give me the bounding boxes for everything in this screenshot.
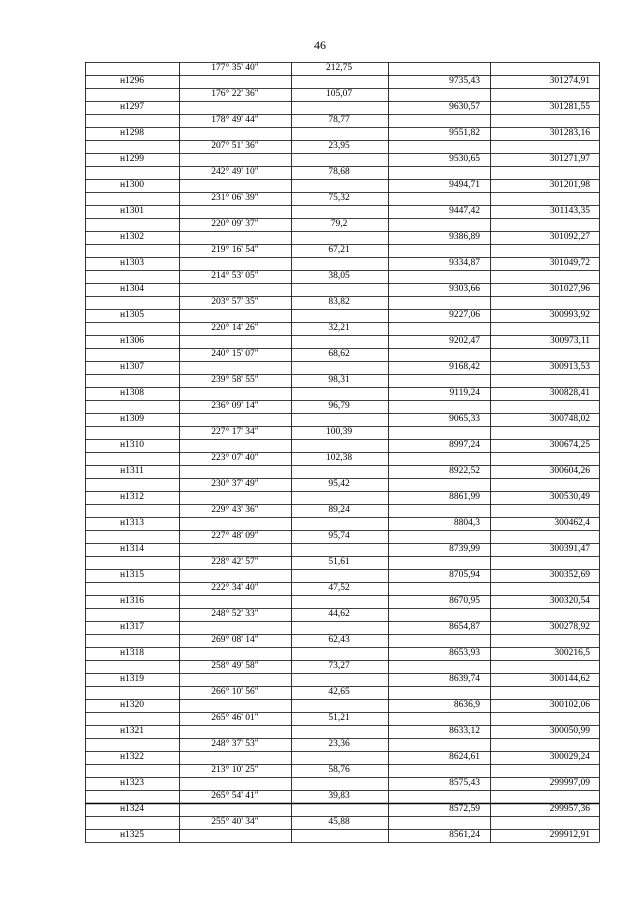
x-coordinate-cell: 8654,87 [449,622,480,632]
x-coordinate-cell: 8922,52 [449,466,480,476]
y-coordinate-cell: 300050,99 [549,726,590,736]
y-coordinate-cell: 301049,72 [549,258,590,268]
y-coordinate-cell: 300993,92 [549,310,590,320]
y-coordinate-cell: 299997,09 [549,778,590,788]
angle-cell: 242° 49' 10" [211,167,259,177]
angle-cell: 265° 46' 01" [211,713,259,723]
x-coordinate-cell: 9447,42 [449,206,480,216]
x-coordinate-cell: 8636,9 [453,700,480,710]
point-cell: н1296 [119,76,145,86]
angle-cell: 230° 37' 49" [211,479,259,489]
point-cell: н1314 [119,544,145,554]
point-cell: н1300 [119,180,145,190]
point-cell: н1315 [119,570,145,580]
length-cell: 62,43 [328,635,350,645]
angle-cell: 239° 58' 55" [211,375,259,385]
y-coordinate-cell: 300352,69 [549,570,590,580]
length-cell: 68,62 [328,349,350,359]
y-coordinate-cell: 301201,98 [549,180,590,190]
length-cell: 58,76 [328,765,350,775]
x-coordinate-cell: 8804,3 [453,518,480,528]
first-angle-cell: 177° 35' 40" [211,63,259,73]
length-cell: 23,36 [328,739,350,749]
length-cell: 67,21 [328,245,350,255]
y-coordinate-cell: 300144,62 [549,674,590,684]
angle-cell: 266° 10' 56" [211,687,259,697]
length-cell: 102,38 [325,453,353,463]
x-coordinate-cell: 8670,95 [449,596,480,606]
x-coordinate-cell: 8572,59 [449,804,480,814]
angle-cell: 227° 17' 34" [211,427,259,437]
x-coordinate-cell: 8561,24 [449,830,480,840]
point-cell: н1308 [119,388,145,398]
y-coordinate-cell: 301143,35 [549,206,590,216]
length-cell: 105,07 [325,89,353,99]
y-coordinate-cell: 300462,4 [554,518,590,528]
x-coordinate-cell: 9386,89 [449,232,480,242]
angle-cell: 176° 22' 36" [211,89,259,99]
point-cell: н1323 [119,778,145,788]
length-cell: 38,05 [328,271,350,281]
point-cell: н1319 [119,674,145,684]
x-coordinate-cell: 8633,12 [449,726,480,736]
length-cell: 51,21 [328,713,350,723]
point-cell: н1297 [119,102,145,112]
angle-cell: 228° 42' 57" [211,557,259,567]
y-coordinate-cell: 300748,02 [549,414,590,424]
point-cell: н1310 [119,440,145,450]
length-cell: 75,32 [328,193,350,203]
angle-cell: 219° 16' 54" [211,245,259,255]
length-cell: 79,2 [330,219,348,229]
x-coordinate-cell: 8861,99 [449,492,480,502]
x-coordinate-cell: 9168,42 [449,362,480,372]
length-cell: 83,82 [328,297,350,307]
point-cell: н1316 [119,596,145,606]
point-cell: н1322 [119,752,145,762]
length-cell: 73,27 [328,661,350,671]
point-cell: н1324 [119,804,145,814]
x-coordinate-cell: 9065,33 [449,414,480,424]
angle-cell: 213° 10' 25" [211,765,259,775]
point-cell: н1318 [119,648,145,658]
length-cell: 44,62 [328,609,350,619]
angle-cell: 269° 08' 14" [211,635,259,645]
x-coordinate-cell: 9735,43 [449,76,480,86]
point-cell: н1309 [119,414,145,424]
length-cell: 47,52 [328,583,350,593]
length-cell: 95,42 [328,479,350,489]
y-coordinate-cell: 300913,53 [549,362,590,372]
point-cell: н1313 [119,518,145,528]
x-coordinate-cell: 9119,24 [449,388,480,398]
y-coordinate-cell: 299957,36 [549,804,590,814]
y-coordinate-cell: 300102,06 [549,700,590,710]
angle-cell: 222° 34' 40" [211,583,259,593]
angle-cell: 248° 37' 53" [211,739,259,749]
point-cell: н1325 [119,830,145,840]
x-coordinate-cell: 9551,82 [449,128,480,138]
point-cell: н1317 [119,622,145,632]
length-cell: 95,74 [328,531,350,541]
x-coordinate-cell: 9334,87 [449,258,480,268]
y-coordinate-cell: 301283,16 [549,128,590,138]
point-cell: н1311 [120,466,144,476]
angle-cell: 248° 52' 33" [211,609,259,619]
length-cell: 98,31 [328,375,350,385]
x-coordinate-cell: 9494,71 [449,180,480,190]
y-coordinate-cell: 300278,92 [549,622,590,632]
y-coordinate-cell: 300973,11 [549,336,590,346]
length-cell: 45,88 [328,817,350,827]
angle-cell: 227° 48' 09" [211,531,259,541]
point-cell: н1301 [119,206,145,216]
first-length-cell: 212,75 [325,63,353,73]
length-cell: 78,77 [328,115,350,125]
y-coordinate-cell: 300216,5 [554,648,590,658]
point-cell: н1320 [119,700,145,710]
x-coordinate-cell: 9227,06 [449,310,480,320]
angle-cell: 220° 14' 26" [211,323,259,333]
point-cell: н1298 [119,128,145,138]
length-cell: 78,68 [328,167,350,177]
length-cell: 23,95 [328,141,350,151]
length-cell: 100,39 [325,427,353,437]
y-coordinate-cell: 301092,27 [549,232,590,242]
angle-cell: 236° 09' 14" [211,401,259,411]
y-coordinate-cell: 301274,91 [549,76,590,86]
y-coordinate-cell: 300828,41 [549,388,590,398]
point-cell: н1306 [119,336,145,346]
angle-cell: 265° 54' 41" [211,791,259,801]
x-coordinate-cell: 8639,74 [449,674,480,684]
y-coordinate-cell: 301271,97 [549,154,590,164]
angle-cell: 220° 09' 37" [211,219,259,229]
x-coordinate-cell: 9630,57 [449,102,480,112]
length-cell: 42,65 [328,687,350,697]
x-coordinate-cell: 8624,61 [449,752,480,762]
point-cell: н1299 [119,154,145,164]
point-cell: н1307 [119,362,145,372]
length-cell: 32,21 [328,323,350,333]
x-coordinate-cell: 8653,93 [449,648,480,658]
y-coordinate-cell: 300391,47 [549,544,590,554]
angle-cell: 207° 51' 36" [211,141,259,151]
angle-cell: 229° 43' 36" [211,505,259,515]
x-coordinate-cell: 9303,66 [449,284,480,294]
angle-cell: 255° 40' 34" [211,817,259,827]
angle-cell: 178° 49' 44" [211,115,259,125]
x-coordinate-cell: 9202,47 [449,336,480,346]
length-cell: 89,24 [328,505,350,515]
point-cell: н1305 [119,310,145,320]
angle-cell: 240° 15' 07" [211,349,259,359]
angle-cell: 258° 49' 58" [211,661,259,671]
x-coordinate-cell: 9530,65 [449,154,480,164]
y-coordinate-cell: 300674,25 [549,440,590,450]
length-cell: 39,83 [328,791,350,801]
page-number: 46 [314,38,326,52]
x-coordinate-cell: 8575,43 [449,778,480,788]
point-cell: н1302 [119,232,145,242]
y-coordinate-cell: 300530,49 [549,492,590,502]
point-cell: н1303 [119,258,145,268]
y-coordinate-cell: 300029,24 [549,752,590,762]
y-coordinate-cell: 300604,26 [549,466,590,476]
point-cell: н1321 [119,726,145,736]
y-coordinate-cell: 301027,96 [549,284,590,294]
point-cell: н1304 [119,284,145,294]
x-coordinate-cell: 8997,24 [449,440,480,450]
angle-cell: 231° 06' 39" [211,193,259,203]
y-coordinate-cell: 301281,55 [549,102,590,112]
length-cell: 51,61 [328,557,350,567]
length-cell: 96,79 [328,401,350,411]
point-cell: н1312 [119,492,145,502]
angle-cell: 214° 53' 05" [211,271,259,281]
angle-cell: 203° 57' 35" [211,297,259,307]
x-coordinate-cell: 8739,99 [449,544,480,554]
x-coordinate-cell: 8705,94 [449,570,480,580]
angle-cell: 223° 07' 40" [211,453,259,463]
y-coordinate-cell: 300320,54 [549,596,590,606]
y-coordinate-cell: 299912,91 [549,830,590,840]
